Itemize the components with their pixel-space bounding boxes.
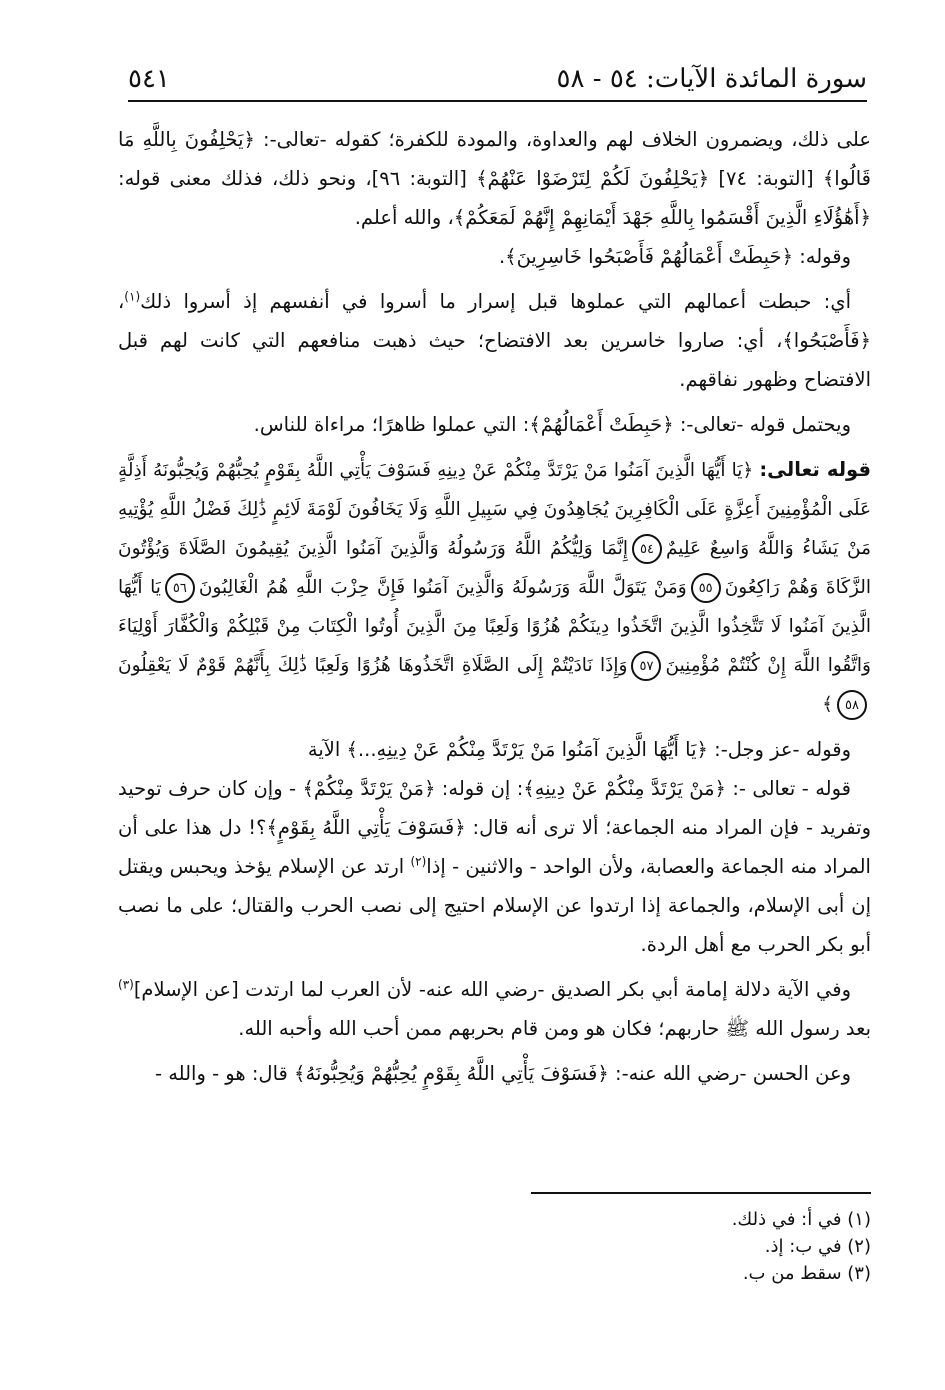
verse-56: وَمَنْ يَتَوَلَّ اللَّهَ وَرَسُولَهُ وَالَّذِينَ آمَنُوا فَإِنَّ حِزْبَ اللَّهِ هُمُ الْغَالِبُونَ (198, 577, 687, 598)
paragraph-5: وقوله -عز وجل-: ﴿يَا أَيُّهَا الَّذِينَ آمَنُوا مَنْ يَرْتَدَّ مِنْكُمْ عَنْ دِينِهِ...﴾ الآية (307, 738, 851, 761)
verse-55: إِنَّمَا وَلِيُّكُمُ اللَّهُ وَرَسُولُهُ وَالَّذِينَ آمَنُوا الَّذِينَ يُقِيمُونَ الصَّلَاةَ وَيُؤْتُونَ الزَّكَاةَ وَهُمْ رَاكِعُونَ (118, 538, 871, 598)
footnote-ref-1: (١) (124, 289, 141, 304)
ayah-marker-55: ٥٥ (691, 573, 721, 603)
paragraph-8: وعن الحسن -رضي الله عنه-: ﴿فَسَوْفَ يَأْتِي اللَّهُ بِقَوْمٍ يُحِبُّهُمْ وَيُحِبُّونَهُ﴾ قال: هو - والله - (154, 1062, 851, 1085)
paragraph-3 (118, 282, 871, 399)
paragraph-1: على ذلك، ويضمرون الخلاف لهم والعداوة، والمودة للكفرة؛ كقوله -تعالى-: ﴿يَحْلِفُونَ بِاللَّهِ مَا قَالُوا﴾ [التوبة: ٧٤] ﴿يَحْلِفُونَ لَكُمْ لِتَرْضَوْا عَنْهُمْ﴾ [التوبة: ٩٦]، ونحو ذلك، فذلك معنى قوله: ﴿أَهَٰؤُلَاءِ الَّذِينَ أَقْسَمُوا بِاللَّهِ جَهْدَ أَيْمَانِهِمْ إِنَّهُمْ لَمَعَكُمْ﴾، والله أعلم. (118, 128, 871, 229)
ayah-marker-54: ٥٤ (632, 534, 662, 564)
paragraph-7-text-a: وفي الآية دلالة إمامة أبي بكر الصديق -رضي الله عنه- لأن العرب لما ارتدت [عن الإسلام] (133, 978, 851, 1001)
paragraph-6 (118, 769, 871, 964)
ayah-marker-57: ٥٧ (631, 651, 661, 681)
footnote-1: (١) في أ: في ذلك. (731, 1209, 871, 1230)
page-header (128, 58, 867, 102)
paragraph-2: وقوله: ﴿حَبِطَتْ أَعْمَالُهُمْ فَأَصْبَحُوا خَاسِرِينَ﴾. (498, 245, 851, 268)
paragraph-6-text-a: قوله - تعالى -: ﴿مَنْ يَرْتَدَّ مِنْكُمْ عَنْ دِينِهِ﴾: إن قوله: ﴿مَنْ يَرْتَدَّ مِنْكُمْ﴾ - وإن كان حرف توحيد وتفريد - فإن المراد منه الجماعة؛ ألا ترى أنه قال: ﴿فَسَوْفَ يَأْتِي اللَّهُ بِقَوْمٍ﴾؟! دل هذا على أن المراد منه الجماعة والعصابة، ولأن الواحد - والاثنين - إذا (118, 777, 871, 878)
footnote-ref-2: (٢) (410, 854, 427, 869)
running-title: سورة المائدة الآيات: ٥٤ - ٥٨ (556, 64, 867, 94)
footnote-2: (٢) في ب: إذ. (764, 1236, 871, 1257)
paragraph-3-text-a: أي: حبطت أعمالهم التي عملوها قبل إسرار ما أسروا في أنفسهم إذ أسروا ذلك (140, 290, 851, 313)
ayah-marker-58: ٥٨ (837, 690, 867, 720)
verse-54: ﴿يَا أَيُّهَا الَّذِينَ آمَنُوا مَنْ يَرْتَدَّ مِنْكُمْ عَنْ دِينِهِ فَسَوْفَ يَأْتِي اللَّهُ بِقَوْمٍ يُحِبُّهُمْ وَيُحِبُّونَهُ أَذِلَّةٍ عَلَى الْمُؤْمِنِينَ أَعِزَّةٍ عَلَى الْكَافِرِينَ يُجَاهِدُونَ فِي سَبِيلِ اللَّهِ وَلَا يَخَافُونَ لَوْمَةَ لَائِمٍ ذَٰلِكَ فَضْلُ اللَّهِ يُؤْتِيهِ مَنْ يَشَاءُ وَاللَّهُ وَاسِعٌ عَلِيمٌ (118, 460, 871, 559)
paragraph-7-text-b: بعد رسول الله ﷺ حاربهم؛ فكان هو ومن قام بحربهم ممن أحب الله وأحبه الله. (238, 1017, 871, 1040)
page-body (118, 120, 871, 1093)
verse-58: وَإِذَا نَادَيْتُمْ إِلَى الصَّلَاةِ اتَّخَذُوهَا هُزُوًا وَلَعِبًا ذَٰلِكَ بِأَنَّهُمْ قَوْمٌ لَا يَعْقِلُونَ (118, 655, 628, 676)
paragraph-4: ويحتمل قوله -تعالى-: ﴿حَبِطَتْ أَعْمَالُهُمْ﴾: التي عملوا ظاهرًا؛ مراءاة للناس. (253, 413, 851, 436)
verse-lead-label: قوله تعالى: (759, 458, 872, 481)
paragraph-3-text-b: ، ﴿فَأَصْبَحُوا﴾، أي: صاروا خاسرين بعد الافتضاح؛ حيث ذهبت منافعهم التي كانت لهم قبل الافتضاح وظهور نفاقهم. (118, 290, 871, 391)
footnotes (451, 1206, 871, 1287)
ayah-marker-56: ٥٦ (165, 573, 195, 603)
paragraph-6-text-b: ارتد عن الإسلام يؤخذ ويحبس ويقتل إن أبى الإسلام، والجماعة إذا ارتدوا عن الإسلام احتيج إلى نصب الحرب والقتال؛ على ما نصب أبو بكر الحرب مع أهل الردة. (118, 855, 871, 956)
footnote-divider (531, 1192, 871, 1194)
verse-block (118, 450, 871, 724)
paragraph-7 (118, 970, 871, 1048)
footnote-ref-3: (٣) (118, 977, 134, 992)
verse-57: يَا أَيُّهَا الَّذِينَ آمَنُوا لَا تَتَّخِذُوا الَّذِينَ اتَّخَذُوا دِينَكُمْ هُزُوًا وَلَعِبًا مِنَ الَّذِينَ أُوتُوا الْكِتَابَ مِنْ قَبْلِكُمْ وَالْكُفَّارَ أَوْلِيَاءَ وَاتَّقُوا اللَّهَ إِنْ كُنْتُمْ مُؤْمِنِينَ (118, 577, 871, 676)
page-number: ٥٤١ (128, 64, 170, 94)
footnote-3: (٣) سقط من ب. (742, 1263, 871, 1284)
verse-close-bracket: ﴾ (822, 694, 833, 715)
